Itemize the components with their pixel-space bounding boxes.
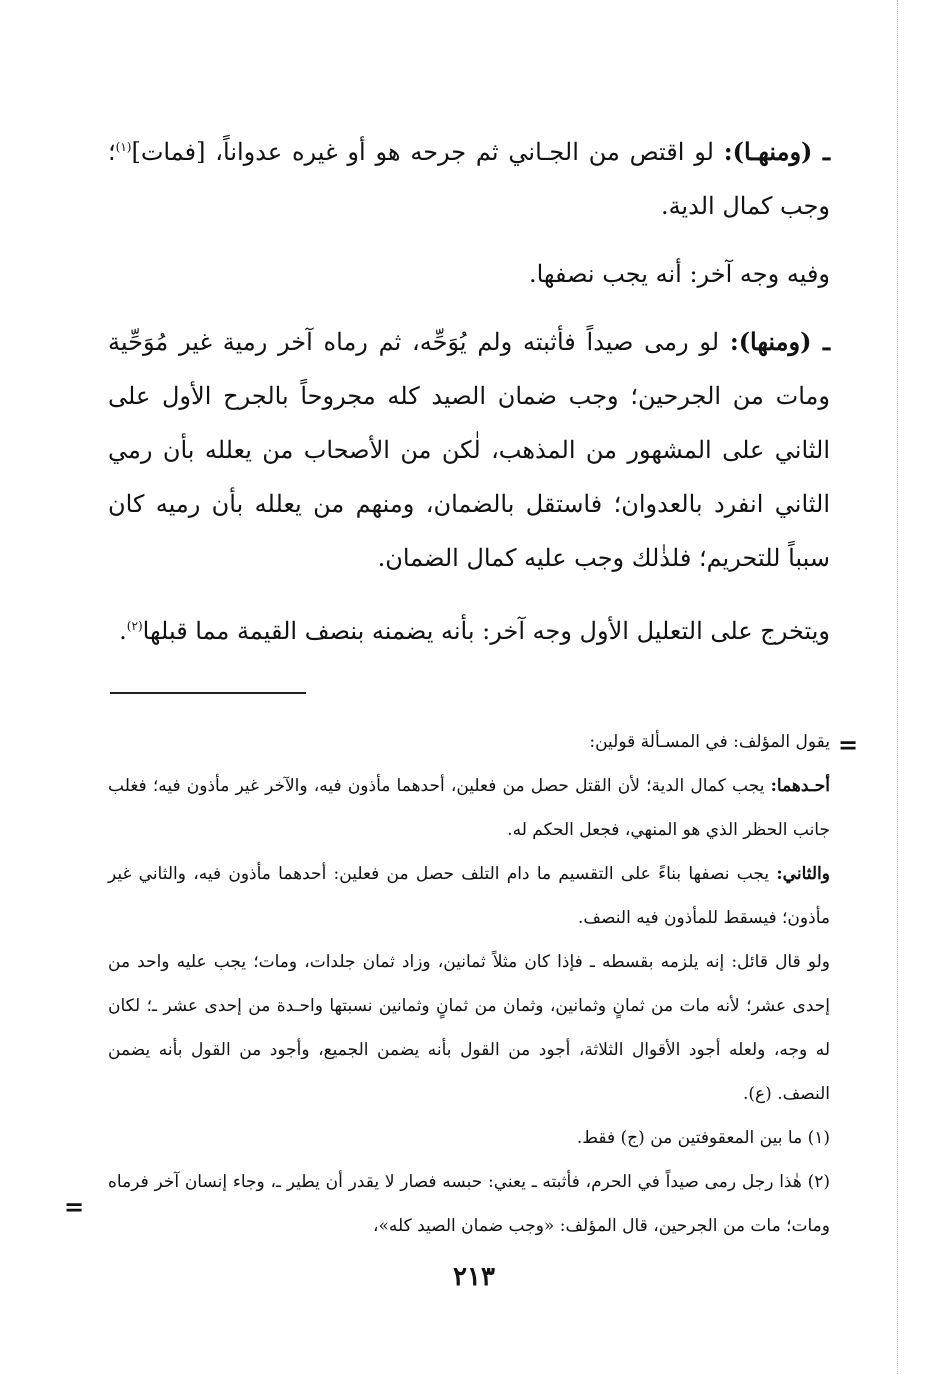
- page-number: ٢١٣: [453, 1262, 495, 1292]
- footnotes: [108, 720, 830, 1248]
- continuation-mark-top: =: [838, 730, 859, 759]
- continuation-mark-bottom: =: [64, 1192, 85, 1221]
- paragraph-4-tail: .: [119, 617, 127, 645]
- note-second-opinion: [108, 852, 830, 940]
- footnote-separator: [110, 692, 306, 694]
- footnote-2: (٢) هٰذا رجل رمى صيداً في الحرم، فأثبته ـ يعني: حبسه فصار لا يقدر أن يطير ـ، وجاء إنسان آخر فرماه ومات؛ مات من الجرحين، قال المؤلف: «وجب ضمان الصيد كله»،: [108, 1172, 830, 1236]
- paragraph-4: [108, 599, 830, 658]
- note-first-opinion: [108, 764, 830, 852]
- footnote-1: (١) ما بين المعقوفتين من (ج) فقط.: [576, 1128, 830, 1148]
- paragraph-3-lead: ـ (ومنها):: [729, 327, 830, 356]
- note-first-text: يجب كمال الدية؛ لأن القتل حصل من فعلين، أحدهما مأذون فيه، والآخر غير مأذون فيه؛ فغلب جانب الحظر الذي هو المنهي، فجعل الحكم له.: [108, 776, 830, 840]
- paragraph-1: [108, 120, 830, 233]
- paragraph-1-lead: ـ (ومنهـا):: [723, 137, 830, 166]
- paragraph-3-text: لو رمى صيداً فأثبته ولم يُوَحِّه، ثم رماه آخر رمية غير مُوَحِّية ومات من الجرحين؛ وجب ضمان الصيد كله مجروحاً بالجرح الأول على الثاني على المشهور من المذهب، لٰكن من الأصحاب من يعلله بأن رمي الثاني انفرد بالعدوان؛ فاستقل بالضمان، ومنهم من يعلله بأن رميه كان سبباً للتحريم؛ فلذٰلك وجب عليه كمال الضمان.: [108, 328, 830, 572]
- note-first-lead: أحـدهما:: [770, 776, 830, 796]
- paragraph-1-tail: ؛ وجب كمال الدية.: [108, 138, 830, 220]
- paragraph-3: [108, 315, 830, 585]
- paragraph-4-text: ويتخرج على التعليل الأول وجه آخر: بأنه يضمنه بنصف القيمة مما قبلها: [142, 617, 830, 645]
- note-second-lead: والثاني:: [776, 864, 830, 884]
- paragraph-1-text: لو اقتص من الجـاني ثم جرحه هو أو غيره عدواناً، [فمات]: [131, 138, 724, 166]
- main-text: [108, 120, 830, 672]
- margin-dotted-line: [897, 0, 898, 1374]
- note-second-text: يجب نصفها بناءً على التقسيم ما دام التلف حصل من فعلين: أحدهما مأذون فيه، والثاني غير مأذون؛ فيسقط للمأذون فيه النصف.: [108, 864, 830, 928]
- footnote-ref-2: (٢): [126, 619, 143, 633]
- footnote-ref-1: (١): [115, 140, 132, 154]
- paragraph-2: وفيه وجه آخر: أنه يجب نصفها.: [528, 260, 830, 288]
- note-intro: يقول المؤلف: في المسـألة قولين:: [589, 732, 830, 752]
- note-third-opinion: ولو قال قائل: إنه يلزمه بقسطه ـ فإذا كان مثلاً ثمانين، وزاد ثمان جلدات، ومات؛ يجب عليه واحد من إحدى عشر؛ لأنه مات من ثمانٍ وثمانين، وثمان من ثمانٍ وثمانين نسبتها واحـدة من إحدى عشر ـ؛ لكان له وجه، ولعله أجود الأقوال الثلاثة، أجود من القول بأنه يضمن الجميع، وأجود من القول بأنه يضمن النصف. (ع).: [108, 952, 830, 1104]
